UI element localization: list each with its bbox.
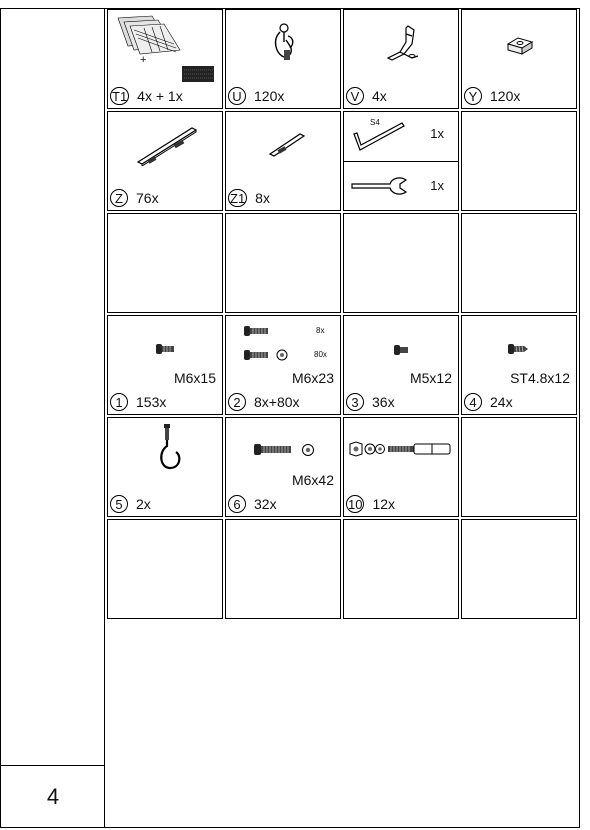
bolt-spec: M6x23 bbox=[291, 370, 334, 386]
page-number: 4 bbox=[46, 783, 60, 809]
sub-qty-a: 8x bbox=[316, 326, 325, 335]
empty-cell bbox=[461, 111, 577, 211]
part-id-badge: Y bbox=[464, 87, 482, 105]
hook-icon bbox=[154, 422, 186, 474]
part-id-badge: 3 bbox=[346, 393, 364, 411]
part-cell-z bbox=[107, 111, 223, 211]
part-qty: 120x bbox=[254, 88, 285, 104]
hex-key-qty: 1x bbox=[430, 126, 444, 141]
solar-panel-icon bbox=[114, 14, 214, 84]
empty-cell bbox=[225, 519, 341, 619]
long-bolt-with-nut-icon bbox=[252, 442, 322, 458]
part-cell-z1 bbox=[225, 111, 341, 211]
part-id-badge: 10 bbox=[348, 496, 363, 512]
screw-spec: ST4.8x12 bbox=[510, 370, 570, 386]
part-qty: 76x bbox=[136, 190, 159, 206]
part-label-1 bbox=[110, 393, 166, 411]
part-qty: 12x bbox=[372, 496, 396, 512]
part-label-10 bbox=[346, 495, 395, 513]
part-label-6 bbox=[228, 495, 277, 513]
anchor-bolt-set-icon bbox=[348, 440, 454, 458]
empty-cell bbox=[343, 519, 459, 619]
part-qty: 24x bbox=[490, 394, 513, 410]
bolt-icon bbox=[154, 342, 178, 356]
bolt-with-nut-icon bbox=[242, 348, 292, 362]
part-label-t1 bbox=[110, 87, 183, 105]
empty-cell bbox=[107, 213, 223, 313]
bolt-spec: M6x42 bbox=[291, 472, 334, 488]
part-cell-y bbox=[461, 9, 577, 109]
wrench-icon bbox=[350, 174, 412, 198]
part-cell-6 bbox=[225, 417, 341, 517]
bolt-icon bbox=[242, 324, 272, 338]
part-id-badge: 6 bbox=[228, 495, 246, 513]
sub-qty-b: 80x bbox=[314, 350, 327, 359]
part-id-badge: T1 bbox=[112, 88, 128, 104]
tools-divider bbox=[344, 161, 458, 162]
part-id-badge: U bbox=[228, 87, 246, 105]
hex-key-size: S4 bbox=[370, 118, 380, 127]
part-qty: 153x bbox=[136, 394, 167, 410]
part-cell-4 bbox=[461, 315, 577, 415]
square-nut-icon bbox=[504, 34, 536, 58]
part-label-z bbox=[110, 189, 159, 207]
hex-key-icon bbox=[348, 120, 408, 156]
part-qty: 2x bbox=[136, 496, 151, 512]
left-margin-column bbox=[1, 9, 105, 827]
part-label-z1 bbox=[228, 189, 270, 207]
cable-clip-icon bbox=[272, 22, 302, 68]
part-cell-v bbox=[343, 9, 459, 109]
part-cell-10 bbox=[343, 417, 459, 517]
part-label-u bbox=[228, 87, 284, 105]
rail-clamp-icon bbox=[134, 122, 198, 166]
part-cell-2 bbox=[225, 315, 341, 415]
page-number-box bbox=[1, 765, 105, 827]
empty-cell bbox=[225, 213, 341, 313]
empty-cell bbox=[461, 519, 577, 619]
part-label-5 bbox=[110, 495, 151, 513]
part-qty: 8x+80x bbox=[254, 394, 300, 410]
empty-cell bbox=[107, 519, 223, 619]
part-id-badge: Z1 bbox=[230, 190, 246, 206]
part-label-3 bbox=[346, 393, 395, 411]
part-id-badge: Z bbox=[110, 189, 128, 207]
part-cell-3 bbox=[343, 315, 459, 415]
bolt-spec: M5x12 bbox=[409, 370, 452, 386]
empty-cell bbox=[461, 213, 577, 313]
part-id-badge: 5 bbox=[110, 495, 128, 513]
part-cell-t1 bbox=[107, 9, 223, 109]
part-qty: 4x + 1x bbox=[137, 88, 183, 104]
empty-cell bbox=[343, 213, 459, 313]
part-label-4 bbox=[464, 393, 513, 411]
part-cell-u bbox=[225, 9, 341, 109]
bracket-icon bbox=[386, 24, 422, 68]
part-cell-1 bbox=[107, 315, 223, 415]
part-id-badge: 2 bbox=[228, 393, 246, 411]
part-label-y bbox=[464, 87, 520, 105]
part-qty: 36x bbox=[372, 394, 395, 410]
bolt-spec: M6x15 bbox=[173, 370, 216, 386]
part-cell-tools bbox=[343, 111, 459, 211]
part-id-badge: 4 bbox=[464, 393, 482, 411]
wrench-qty: 1x bbox=[430, 178, 444, 193]
part-qty: 32x bbox=[254, 496, 277, 512]
part-qty: 8x bbox=[255, 190, 270, 206]
bolt-icon bbox=[392, 344, 410, 356]
part-id-badge: V bbox=[346, 87, 364, 105]
plus-sign: + bbox=[140, 54, 147, 66]
part-id-badge: 1 bbox=[110, 393, 128, 411]
self-tapping-screw-icon bbox=[506, 342, 530, 356]
part-qty: 120x bbox=[490, 88, 521, 104]
part-label-v bbox=[346, 87, 387, 105]
parts-page-frame bbox=[0, 8, 580, 828]
part-qty: 4x bbox=[372, 88, 387, 104]
part-cell-5 bbox=[107, 417, 223, 517]
part-label-2 bbox=[228, 393, 300, 411]
empty-cell bbox=[461, 417, 577, 517]
short-clamp-icon bbox=[266, 130, 306, 158]
